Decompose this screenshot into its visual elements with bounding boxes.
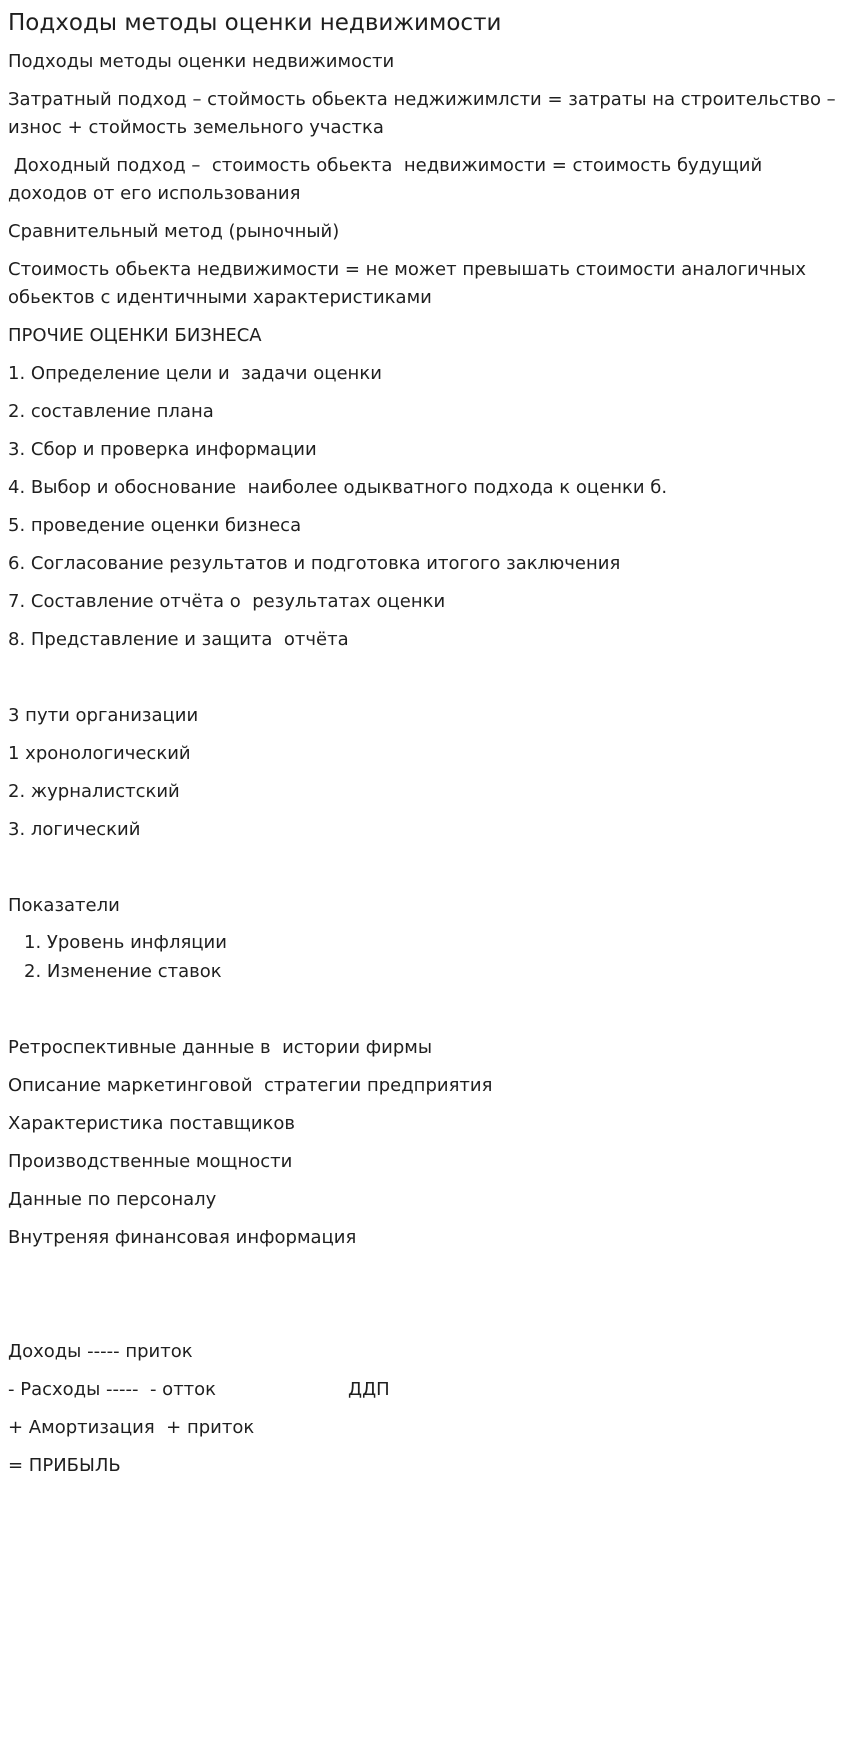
spacer xyxy=(8,854,839,892)
business-step: 2. составление плана xyxy=(8,401,214,422)
organization-item: 1 хронологический xyxy=(8,743,191,764)
approach-comparative-formula: Стоимость обьекта недвижимости = не может превышать стоимости аналогичных обьектов с идентичными характеристиками xyxy=(8,259,812,308)
organization-item: 2. журналистский xyxy=(8,781,180,802)
business-step: 7. Составление отчёта о результатах оценки xyxy=(8,591,446,612)
organization-item: 3. логический xyxy=(8,819,141,840)
cashflow-row xyxy=(8,1376,839,1404)
info-item: Описание маркетинговой стратегии предприятия xyxy=(8,1075,493,1096)
business-step: 8. Представление и защита отчёта xyxy=(8,629,349,650)
cashflow-income: Доходы ----- приток xyxy=(8,1341,193,1362)
business-heading: ПРОЧИЕ ОЦЕНКИ БИЗНЕСА xyxy=(8,325,262,346)
info-item: Внутреняя финансовая информация xyxy=(8,1227,357,1248)
business-step: 5. проведение оценки бизнеса xyxy=(8,515,302,536)
spacer xyxy=(8,996,839,1034)
cashflow-depreciation: + Амортизация + приток xyxy=(8,1417,255,1438)
spacer xyxy=(8,1262,839,1338)
document-subtitle: Подходы методы оценки недвижимости xyxy=(8,51,395,72)
indicator-item: 1. Уровень инфляции xyxy=(24,932,227,953)
info-item: Ретроспективные данные в истории фирмы xyxy=(8,1037,433,1058)
cashflow-row xyxy=(8,1338,839,1366)
business-step: 1. Определение цели и задачи оценки xyxy=(8,363,382,384)
approach-comparative: Сравнительный метод (рыночный) xyxy=(8,221,340,242)
business-step: 6. Согласование результатов и подготовка итогого заключения xyxy=(8,553,621,574)
organization-heading: 3 пути организации xyxy=(8,705,199,726)
cashflow-expenses: - Расходы ----- - отток xyxy=(8,1379,217,1400)
business-step: 4. Выбор и обоснование наиболее одыкватного подхода к оценки б. xyxy=(8,477,668,498)
document-title: Подходы методы оценки недвижимости xyxy=(8,10,502,36)
cashflow-profit: = ПРИБЫЛЬ xyxy=(8,1455,121,1476)
cashflow-row xyxy=(8,1414,839,1442)
business-step: 3. Сбор и проверка информации xyxy=(8,439,317,460)
info-item: Характеристика поставщиков xyxy=(8,1113,296,1134)
indicators-list xyxy=(8,928,839,986)
spacer xyxy=(8,664,839,702)
info-item: Данные по персоналу xyxy=(8,1189,217,1210)
cashflow-row xyxy=(8,1452,839,1480)
approach-income: Доходный подход – стоимость обьекта недвижимости = стоимость будущий доходов от его использования xyxy=(8,155,768,204)
approach-cost: Затратный подход – стоймость обьекта неджижимлсти = затраты на строительство – износ + стоймость земельного участка xyxy=(8,89,842,138)
cashflow-tag: ДДП xyxy=(348,1379,390,1400)
info-item: Производственные мощности xyxy=(8,1151,293,1172)
indicators-heading: Показатели xyxy=(8,895,120,916)
indicator-item: 2. Изменение ставок xyxy=(24,961,222,982)
